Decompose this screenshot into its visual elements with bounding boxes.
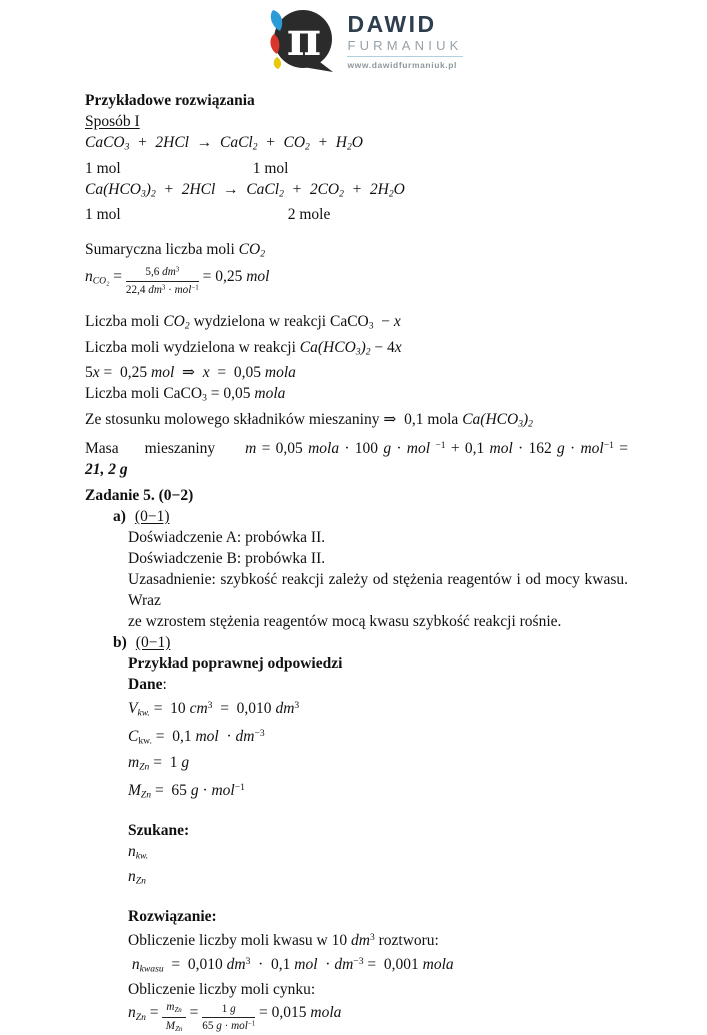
- text-run: 2: [184, 320, 190, 332]
- text-run: ze wzrostem stężenia reagentów mocą kwasu szybkość reakcji rośnie.: [128, 612, 562, 630]
- text-run: mol: [294, 955, 318, 973]
- text-run: 65: [202, 1020, 217, 1033]
- text-run: =: [109, 267, 126, 285]
- zinc-moles-label: [128, 979, 628, 1000]
- text-run: cm: [189, 699, 208, 717]
- text-run: CO: [163, 313, 185, 331]
- text-run: Obliczenie liczby moli kwasu w 10: [128, 931, 351, 949]
- text-run: Przykład poprawnej odpowiedzi: [128, 654, 343, 672]
- text-run: 2: [279, 188, 284, 200]
- mol-line-1: [85, 158, 628, 179]
- text-run: →: [188, 134, 220, 151]
- text-run: HCO: [323, 338, 356, 356]
- text-run: Liczba moli CaCO: [85, 385, 203, 403]
- text-run: −3: [353, 955, 364, 967]
- text-run: g: [181, 753, 190, 771]
- text-run: + 2: [343, 180, 378, 198]
- text-run: −1: [234, 782, 245, 794]
- text-run: CaCO: [85, 134, 125, 151]
- text-run: x: [92, 364, 100, 382]
- text-run: 3: [518, 418, 523, 430]
- text-run: Zn: [135, 1012, 146, 1024]
- logo-website-url: www.dawidfurmaniuk.pl: [347, 59, 458, 70]
- spacer: [85, 297, 628, 311]
- text-run: + 2: [283, 180, 318, 198]
- spacer: [85, 225, 628, 239]
- text-run: CO₂: [92, 275, 110, 287]
- logo: [14, 8, 707, 74]
- fraction-numerator: [126, 265, 199, 282]
- answer-example-heading: [128, 653, 628, 674]
- text-run: (0−1): [134, 507, 170, 525]
- text-run: O: [393, 180, 405, 198]
- text-run: 3: [141, 188, 146, 200]
- n-zn-equation: [128, 1000, 628, 1035]
- text-run: = 0,015: [255, 1004, 311, 1022]
- v-kw-line: [128, 695, 628, 723]
- text-run: →: [215, 180, 247, 198]
- text-run: 2: [305, 141, 310, 153]
- text-run: g: [383, 439, 392, 457]
- spacer: [119, 452, 145, 453]
- text-run: m: [128, 753, 140, 771]
- text-run: H: [377, 180, 389, 198]
- text-run: Doświadczenie B: probówka II.: [128, 549, 326, 567]
- text-run: = 1: [149, 753, 182, 771]
- text-run: −: [373, 313, 394, 331]
- spacer: [127, 646, 136, 647]
- text-run: −1: [247, 1020, 256, 1028]
- text-run: =: [145, 1004, 163, 1022]
- text-run: wydzielona w reakcji CaCO: [189, 313, 369, 331]
- sought-heading: [128, 820, 628, 841]
- text-run: =: [613, 439, 628, 457]
- text-run: dm: [162, 266, 176, 279]
- text-run: Ca: [462, 411, 481, 429]
- text-run: M: [128, 782, 141, 800]
- text-run: + 2: [129, 134, 164, 151]
- fraction-denominator: [126, 282, 199, 298]
- spacer: [126, 520, 135, 521]
- text-run: g: [557, 439, 565, 457]
- text-run: · 100: [339, 439, 384, 457]
- text-run: dm: [235, 727, 255, 745]
- text-run: 2: [260, 249, 265, 261]
- c-kw-line: [128, 723, 628, 751]
- mol-line-2: [85, 204, 628, 225]
- text-run: = 0,05: [206, 385, 255, 403]
- text-run: 2: [347, 141, 352, 153]
- spacer: [85, 806, 628, 820]
- text-run: 2: [339, 188, 344, 200]
- text-run: mol: [174, 283, 192, 296]
- text-run: Zadanie 5. (0−2): [85, 486, 194, 504]
- mass-result: [85, 459, 628, 480]
- text-run: Ca: [85, 180, 104, 198]
- fraction-numerator: [202, 1002, 255, 1019]
- spacer: [215, 452, 245, 453]
- text-run: 2: [252, 141, 258, 153]
- text-run: 5: [85, 364, 93, 382]
- text-run: mol: [211, 782, 235, 800]
- experiment-b-line: [128, 548, 628, 569]
- fraction: [202, 1002, 255, 1034]
- text-run: Doświadczenie A: probówka II.: [128, 528, 326, 546]
- sum-moles-label: [85, 239, 628, 265]
- text-run: dm: [350, 931, 370, 949]
- text-run: HCO: [108, 180, 141, 198]
- text-run: mol: [489, 439, 513, 457]
- text-run: n: [128, 842, 136, 860]
- text-run: n: [128, 868, 136, 886]
- equation-1: [85, 132, 628, 158]
- solve-x-line: [85, 362, 628, 383]
- logo-brand-name: DAWID: [347, 10, 437, 37]
- text-run: Zn: [139, 761, 150, 773]
- text-run: 3: [124, 141, 130, 153]
- text-run: = 0,1: [151, 727, 196, 745]
- data-heading: [128, 674, 628, 695]
- text-run: +: [257, 134, 284, 151]
- fraction-numerator: [162, 1000, 185, 1018]
- fraction-denominator: [162, 1018, 185, 1035]
- spacer: [121, 172, 253, 173]
- text-run: HCO: [485, 411, 519, 429]
- part-b-label: [113, 632, 628, 653]
- moles-co2-caco3-line: [85, 311, 628, 337]
- text-run: −3: [254, 728, 265, 740]
- text-run: CO: [317, 180, 340, 198]
- text-run: = 65: [151, 782, 191, 800]
- text-run: CaCl: [219, 134, 253, 151]
- text-run: ): [145, 180, 151, 198]
- part-a-label: [113, 506, 628, 527]
- text-run: CaCl: [246, 180, 280, 198]
- text-run: (: [103, 180, 109, 198]
- text-run: a): [113, 507, 126, 525]
- text-run: · 0,1: [250, 955, 295, 973]
- text-run: ·: [317, 955, 335, 973]
- text-run: Ca: [299, 338, 318, 356]
- text-run: Masa: [85, 439, 119, 457]
- text-run: = 0,010: [163, 955, 227, 973]
- text-run: O: [351, 134, 363, 151]
- text-run: b): [113, 633, 127, 651]
- text-run: − 4: [370, 338, 395, 356]
- justification-line-1: [128, 569, 628, 611]
- text-run: mol: [151, 364, 175, 382]
- text-run: −1: [435, 439, 446, 451]
- text-run: ·: [564, 439, 581, 457]
- text-run: ): [360, 338, 366, 356]
- text-run: mol: [406, 439, 436, 457]
- text-run: dm: [275, 699, 295, 717]
- text-run: 2: [150, 188, 156, 200]
- text-run: HCl: [189, 180, 216, 198]
- text-run: ·: [221, 1020, 232, 1033]
- text-run: 3: [369, 932, 375, 944]
- text-run: :: [162, 675, 167, 693]
- text-run: 5,6: [145, 266, 163, 279]
- n-co2-equation: [85, 265, 628, 297]
- text-run: 1: [221, 1002, 231, 1015]
- spacer: [121, 218, 288, 219]
- text-run: x: [202, 364, 210, 382]
- document-body: [85, 90, 628, 1035]
- text-run: m: [166, 1001, 175, 1014]
- text-run: HCl: [163, 134, 189, 151]
- text-run: Rozwiązanie:: [128, 908, 217, 926]
- spacer: [85, 892, 628, 906]
- text-run: g: [216, 1020, 222, 1033]
- text-run: −1: [191, 284, 199, 292]
- text-run: 3: [294, 699, 300, 711]
- text-run: 3: [161, 284, 166, 292]
- text-run: 2: [365, 346, 371, 358]
- text-run: 2: [528, 418, 533, 430]
- text-run: H: [335, 134, 347, 151]
- logo-brand-surname: FURMANIUK: [347, 37, 463, 53]
- logo-text-block: [347, 10, 463, 70]
- text-run: Dane: [128, 675, 163, 693]
- blue-swoosh-icon: [271, 10, 282, 31]
- m-zn-line: [128, 752, 628, 778]
- text-run: kw.: [138, 735, 152, 747]
- text-run: ): [523, 411, 529, 429]
- moles-cahco3-line: [85, 337, 628, 363]
- text-run: ·: [218, 727, 236, 745]
- text-run: M: [165, 1020, 176, 1033]
- text-run: Zn: [135, 876, 146, 888]
- text-run: Szukane:: [128, 821, 190, 839]
- solution-heading: [128, 906, 628, 927]
- text-run: V: [128, 699, 138, 717]
- text-run: dm: [148, 283, 162, 296]
- text-run: (: [480, 411, 486, 429]
- text-run: mola: [310, 1004, 342, 1022]
- text-run: 3: [368, 320, 374, 332]
- text-run: Zn: [174, 1007, 182, 1015]
- text-run: x: [394, 338, 402, 356]
- pi-glyph: π: [287, 12, 322, 67]
- n-zn-symbol: [128, 866, 628, 892]
- fraction: [126, 265, 199, 297]
- text-run: Obliczenie liczby moli cynku:: [128, 981, 316, 999]
- text-run: mol: [195, 727, 219, 745]
- text-run: m: [245, 439, 257, 457]
- text-run: Ze stosunku molowego składników mieszaniny ⇒ 0,1 mola: [85, 411, 463, 429]
- fraction: [162, 1000, 185, 1035]
- text-run: 1 mol: [252, 159, 289, 177]
- mass-equation: [85, 435, 628, 459]
- text-run: mola: [254, 385, 286, 403]
- text-run: mola: [264, 364, 296, 382]
- text-run: 2 mole: [287, 206, 331, 224]
- logo-divider: [347, 56, 462, 57]
- text-run: 1 mol: [85, 159, 121, 177]
- text-run: x: [393, 313, 401, 331]
- text-run: ·: [198, 782, 212, 800]
- text-run: 1 mol: [85, 206, 121, 224]
- text-run: CO: [283, 134, 306, 151]
- text-run: + 2: [155, 180, 190, 198]
- text-run: mieszaniny: [144, 439, 216, 457]
- text-run: 3: [207, 699, 213, 711]
- text-run: Przykładowe rozwiązania: [85, 92, 255, 109]
- text-run: mola: [422, 955, 454, 973]
- task-5-heading: [85, 485, 628, 506]
- molar-ratio-line: [85, 409, 628, 435]
- text-run: n: [131, 955, 140, 973]
- text-run: roztworu:: [374, 931, 439, 949]
- experiment-a-line: [128, 527, 628, 548]
- text-run: 3: [175, 266, 180, 274]
- text-run: Sposób I: [85, 113, 140, 130]
- text-run: dm: [226, 955, 246, 973]
- text-run: (0−1): [135, 633, 171, 651]
- text-run: n: [128, 1004, 136, 1022]
- text-run: 3: [202, 393, 207, 405]
- text-run: 22,4: [125, 283, 149, 296]
- text-run: mol: [580, 439, 604, 457]
- text-run: · 162: [512, 439, 557, 457]
- text-run: −1: [603, 439, 614, 451]
- moles-caco3-result: [85, 383, 628, 409]
- equation-2: [85, 179, 628, 205]
- text-run: ·: [391, 439, 407, 457]
- n-kwasu-equation: [128, 951, 628, 979]
- text-run: = 10: [149, 699, 190, 717]
- text-run: kw.: [137, 707, 150, 719]
- text-run: ·: [165, 283, 175, 296]
- text-run: g: [190, 782, 199, 800]
- n-kw-symbol: [128, 841, 628, 867]
- text-run: mol: [246, 267, 270, 285]
- text-run: Zn: [140, 789, 152, 801]
- pi-speech-bubble-icon: [258, 8, 336, 74]
- text-run: Liczba moli: [85, 313, 164, 331]
- text-run: kw.: [135, 850, 149, 862]
- text-run: +: [309, 134, 336, 151]
- acid-moles-label: [128, 927, 628, 951]
- text-run: g: [119, 460, 128, 478]
- justification-line-2: [128, 611, 628, 632]
- method-label: [85, 111, 628, 132]
- text-run: 21, 2: [85, 460, 120, 478]
- text-run: dm: [334, 955, 354, 973]
- text-run: CO: [238, 241, 261, 259]
- text-run: Sumaryczna liczba moli: [85, 241, 239, 259]
- text-run: n: [85, 267, 93, 285]
- text-run: C: [128, 727, 139, 745]
- text-run: ⇒: [174, 364, 203, 382]
- text-run: =: [185, 1004, 203, 1022]
- text-run: Zn: [175, 1026, 183, 1034]
- doc-title: [85, 90, 628, 111]
- text-run: Liczba moli wydzielona w reakcji: [85, 338, 300, 356]
- text-run: g: [230, 1002, 236, 1015]
- text-run: + 0,1: [445, 439, 490, 457]
- text-run: mol: [231, 1020, 248, 1033]
- yellow-drop-icon: [274, 57, 281, 69]
- fraction-denominator: [202, 1018, 255, 1034]
- text-run: 2: [388, 188, 394, 200]
- text-run: = 0,05: [256, 439, 309, 457]
- text-run: = 0,05: [209, 364, 265, 382]
- text-run: = 0,25: [198, 267, 247, 285]
- text-run: (: [317, 338, 324, 356]
- text-run: mola: [308, 439, 340, 457]
- M-zn-line: [128, 777, 628, 805]
- text-run: = 0,001: [363, 955, 423, 973]
- text-run: 3: [355, 346, 361, 358]
- text-run: Uzasadnienie: szybkość reakcji zależy od stężenia reagentów i od mocy kwasu. Wraz: [128, 570, 628, 609]
- text-run: = 0,25: [99, 364, 152, 382]
- text-run: kwasu: [139, 963, 164, 975]
- text-run: = 0,010: [212, 699, 276, 717]
- text-run: 3: [245, 955, 251, 967]
